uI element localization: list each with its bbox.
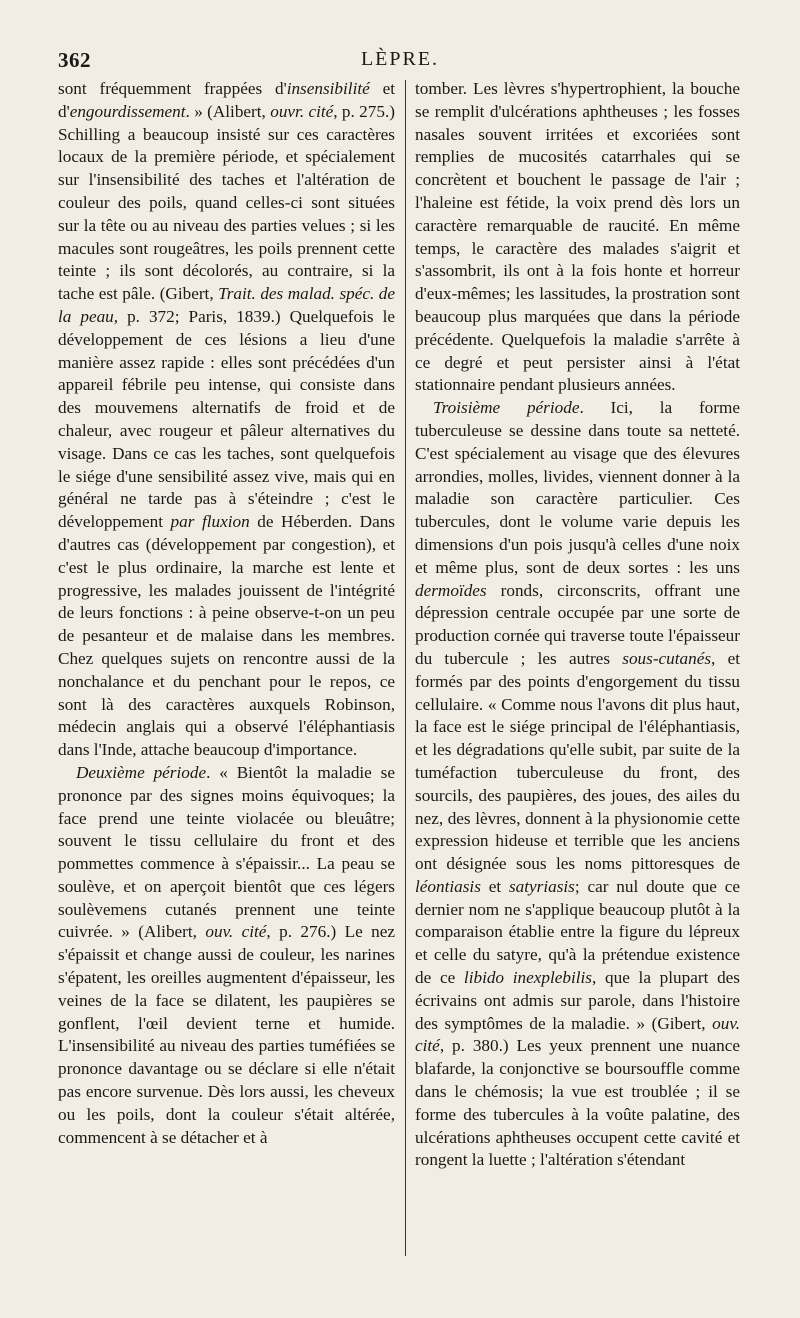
text-run: et d' xyxy=(58,79,395,121)
italic-text: ouv. cité xyxy=(415,1013,740,1056)
text-run: et xyxy=(480,876,509,896)
italic-text: par fluxion xyxy=(170,512,250,532)
italic-text: Deuxième période xyxy=(76,762,207,782)
page-number: 362 xyxy=(58,48,91,72)
text-run: tomber. Les lèvres s'hypertrophient, la bouche se remplit d'ulcérations aphtheuses ; les fosses nasales souvent irritées et excoriées sont remplies de mucosités catarrhales qui se concrètent et bouchent le passage de l'air ; l'haleine est fétide, la voix prend dès lors un caractère remarquable de raucité. En même temps, le caractère des malades s'aigrit et s'assombrit, ils ont à la fois honte et horreur d'eux-mêmes; les lassitudes, la prostration sont beaucoup plus marquées que dans la période précédente. Quelquefois la maladie s'arrête à ce degré et peut persister ainsi à l'état stationnaire pendant plusieurs années. xyxy=(415,79,740,395)
paragraph xyxy=(58,762,395,1150)
italic-text: ouvr. cité xyxy=(270,101,334,121)
paragraph xyxy=(415,78,740,397)
left-text-column xyxy=(58,78,395,1268)
page-header xyxy=(58,44,742,74)
running-title: LÈPRE. xyxy=(360,48,440,70)
italic-text: Troisième période xyxy=(433,398,580,418)
text-run: , que la plupart des écrivains ont admis sur parole, dans l'histoire des symptômes de la maladie. » (Gibert, xyxy=(415,968,740,1033)
text-run: sont fréquemment frappées d' xyxy=(58,79,287,98)
text-run: . « Bientôt la maladie se prononce par des signes moins équivoques; la face prend une teinte violacée ou bleuâtre; souvent le tissu cellulaire du front et des pommettes commence à s'épaissir... La peau se soulève, et on aperçoit bientôt que ces légers soulèvemens cutanés prennent une teinte cuivrée. » (Alibert, xyxy=(58,762,395,942)
italic-text: libido inexplebilis xyxy=(463,968,592,988)
text-run: de Héberden. Dans d'autres cas (développement par congestion), et c'est le plus ordinaire, la marche est lente et progressive, les malades jouissent de l'intégrité de leurs fonctions : à peine observe-t-on un peu de pesanteur et de malaise dans les membres. Chez quelques sujets on rencontre aussi de la nonchalance et du penchant pour le repos, ce sont là des caractères auxquels Robinson, médecin anglais qui a observé l'éléphantiasis dans l'Inde, attache beaucoup d'importance. xyxy=(58,512,395,760)
italic-text: sous-cutanés xyxy=(622,648,712,668)
italic-text: léontiasis xyxy=(415,876,481,896)
text-run: , p. 372; Paris, 1839.) Quelquefois le développement de ces lésions a lieu d'une manière assez rapide : elles sont précédées d'un appareil fébrile peu intense, qui consiste dans des mouvemens alternatifs de froid et de chaleur, avec rougeur et pâleur alternatives du visage. Dans ce cas les taches, sont quelquefois le siége d'une sensibilité assez vive, mais qui en général ne tarde pas à s'éteindre ; c'est le développement xyxy=(58,306,395,532)
text-run: ronds, circonscrits, offrant une dépression centrale occupée par une sorte de production cornée qui traverse toute l'épaisseur du tubercule ; les autres xyxy=(415,580,740,668)
text-run: , p. 380.) Les yeux prennent une nuance blafarde, la conjonctive se boursouffle comme dans le chémosis; la vue est troublée ; il se forme des tubercules à la voûte palatine, des ulcérations aphtheuses occupent cette cavité et rongent la luette ; l'altération s'étendant xyxy=(415,1036,740,1170)
text-run: , p. 276.) Le nez s'épaissit et change aussi de couleur, les narines s'épatent, les oreilles augmentent d'épaisseur, les veines de la face se dilatent, les paupières se gonflent, l'œil devient terne et humide. L'insensibilité au niveau des parties tuméfiées se prononce davantage ou se déclare si elle n'était pas encore survenue. Dès lors aussi, les cheveux ou les poils, dont la couleur s'était altérée, commencent à se détacher et à xyxy=(58,922,395,1147)
paragraph xyxy=(415,397,740,1172)
italic-text: Trait. des malad. spéc. de la peau xyxy=(58,284,395,326)
italic-text: insensibilité xyxy=(286,79,370,98)
text-run: . » (Alibert, xyxy=(185,101,271,121)
text-run: ; car nul doute que ce dernier nom ne s'applique beaucoup plutôt à la comparaison établie entre la figure du lépreux et celle du satyre, qu'à la prétendue existence de ce xyxy=(415,876,740,988)
italic-text: engourdissement xyxy=(69,101,186,121)
right-text-column xyxy=(415,78,740,1268)
italic-text: dermoïdes xyxy=(415,580,487,600)
column-divider xyxy=(405,80,406,1256)
italic-text: ouv. cité xyxy=(205,922,267,942)
text-run: . Ici, la forme tuberculeuse se dessine dans toute sa netteté. C'est spécialement au visage que des élevures arrondies, molles, livides, viennent donner à la maladie son caractère particulier. Ces tubercules, dont le volume varie depuis les dimensions d'un pois jusqu'à celles d'une noix et même plus, sont de deux sortes : les uns xyxy=(415,398,740,577)
italic-text: satyriasis xyxy=(508,876,575,896)
paragraph xyxy=(58,78,395,762)
text-run: , et formés par des points d'engorgement du tissu cellulaire. « Comme nous l'avons dit plus haut, la face est le siége principal de l'éléphantiasis, et les dégradations qu'elle subit, par suite de la tuméfaction tuberculeuse du front, des sourcils, des paupières, des joues, des ailes du nez, des lèvres, donnent à la physionomie cette expression hideuse et terrible que les anciens ont désignée sous les noms pittoresques de xyxy=(415,648,740,874)
text-run: , p. 275.) Schilling a beaucoup insisté sur ces caractères locaux de la première période, et spécialement sur l'insensibilité des taches et l'altération de couleur des poils, quand celles-ci sont situées sur la tête ou au niveau des parties velues ; si les macules sont rougeâtres, les poils prennent cette teinte ; ils sont décolorés, au contraire, si la tache est pâle. (Gibert, xyxy=(58,101,395,304)
